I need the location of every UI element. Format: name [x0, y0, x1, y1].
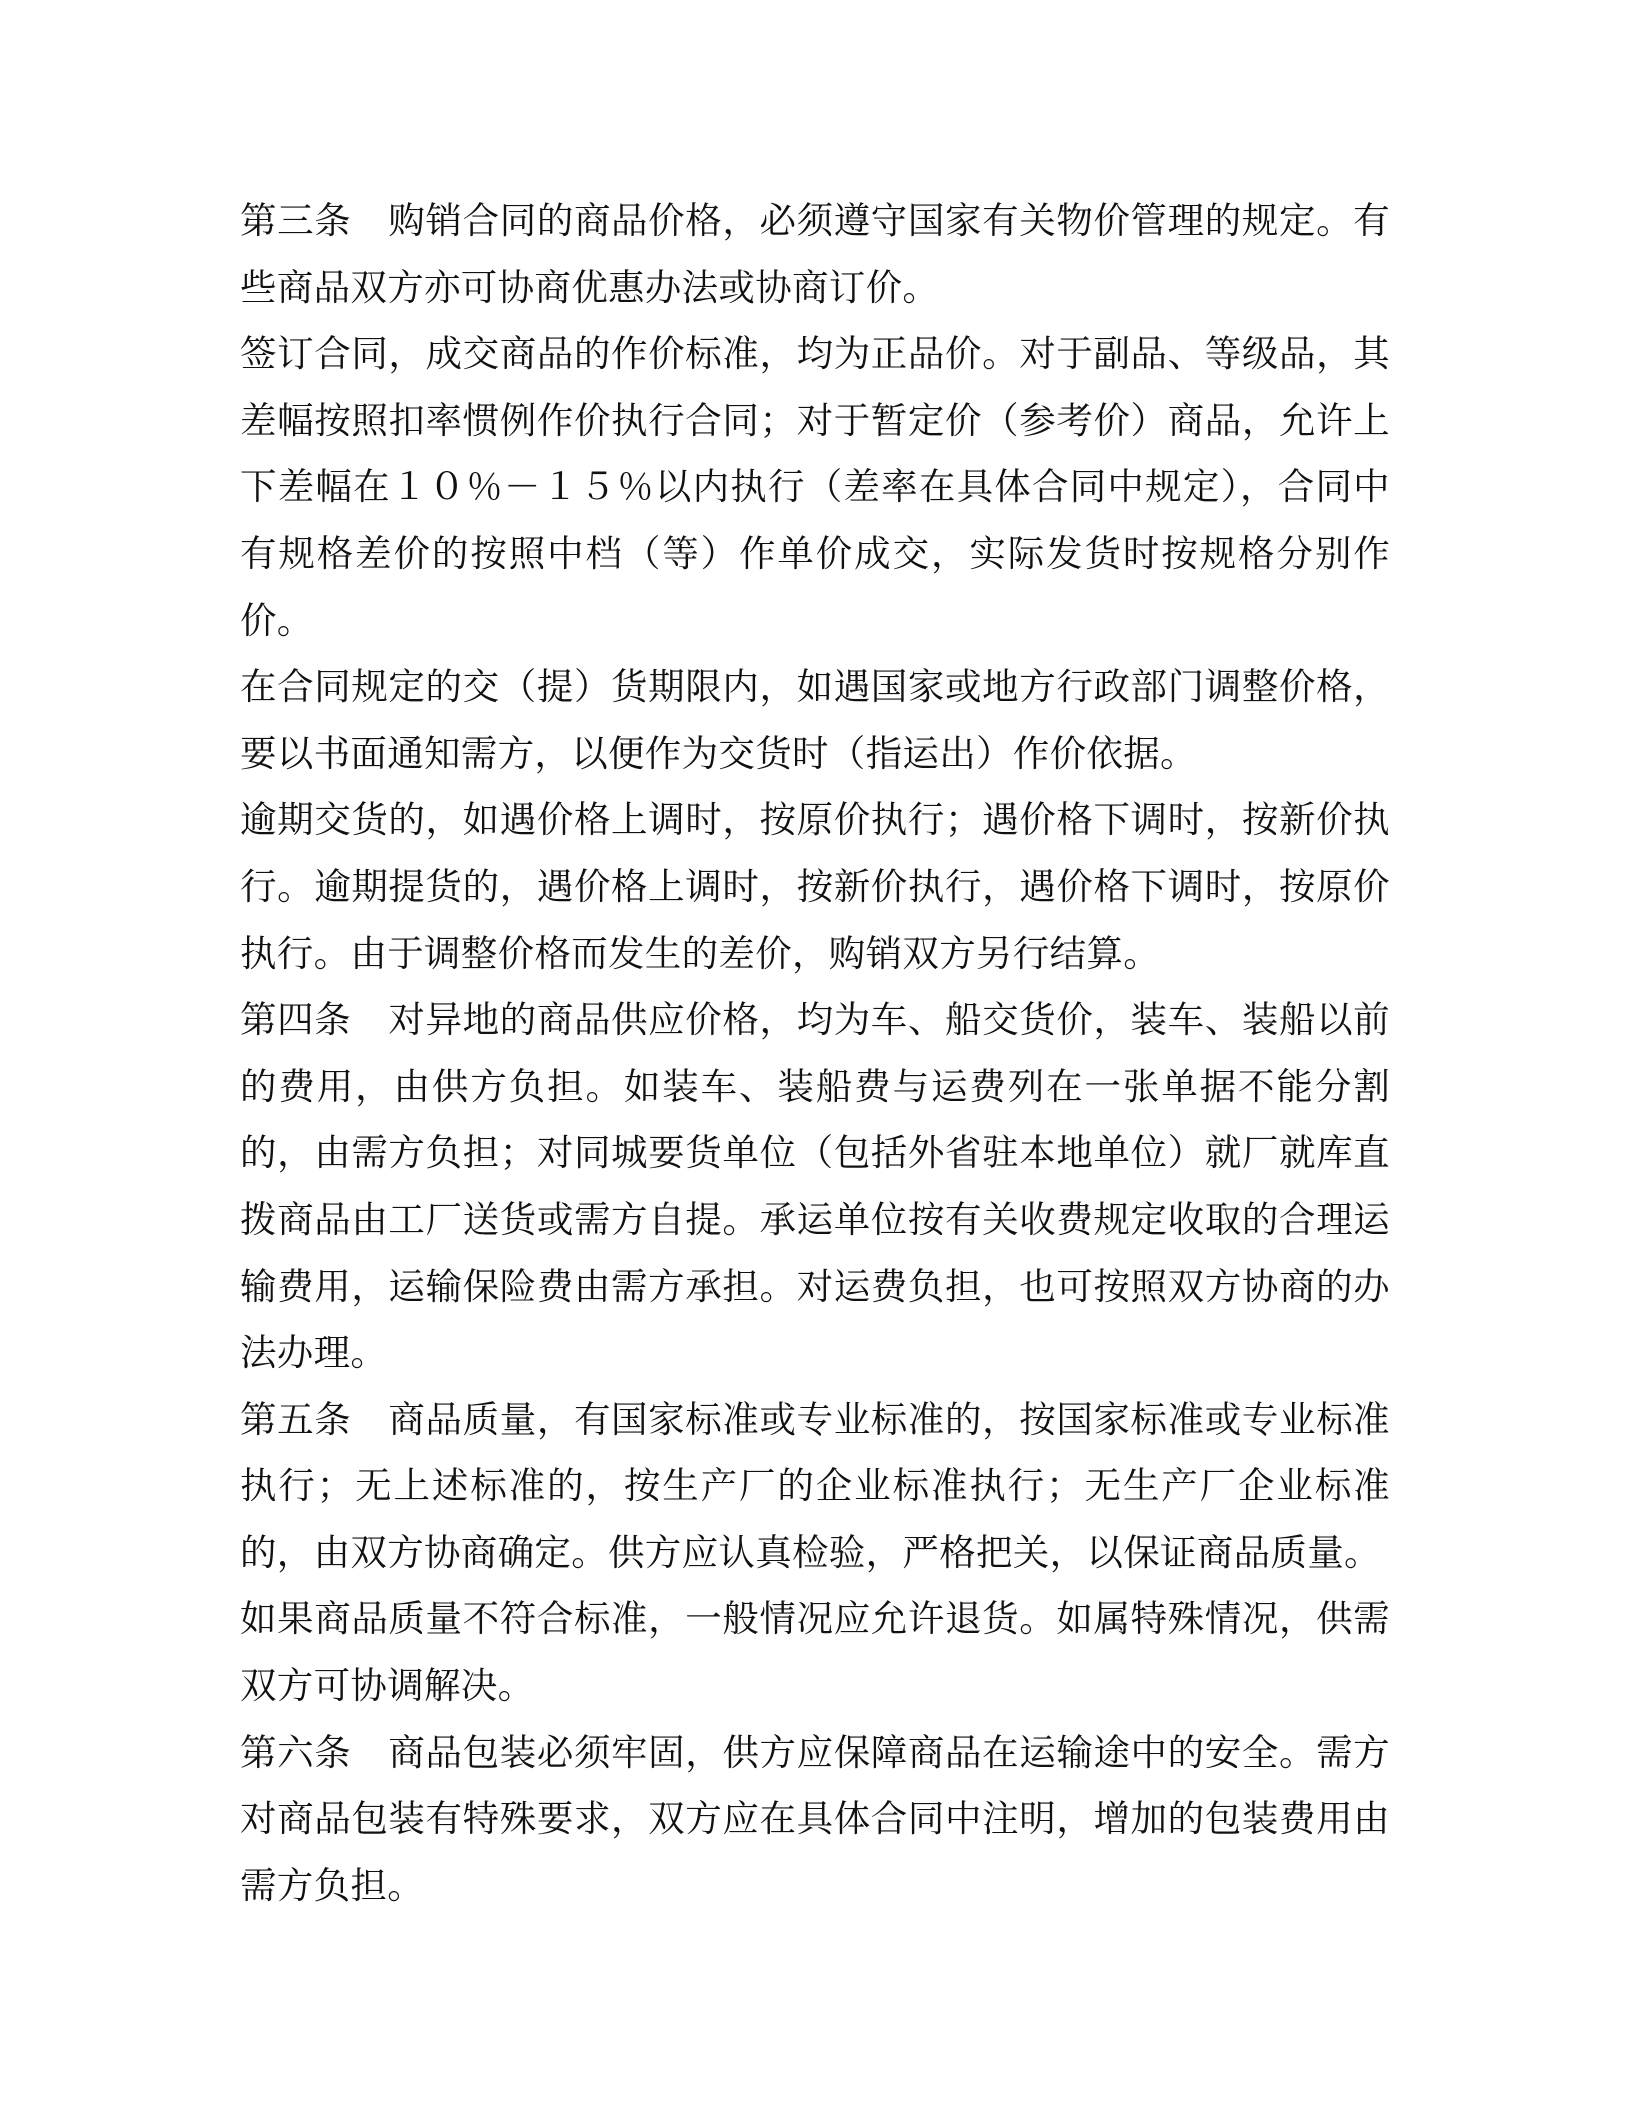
article-4-supply-price: 第四条 对异地的商品供应价格，均为车、船交货价，装车、装船以前的费用，由供方负担。如装车、装船费与运费列在一张单据不能分割的，由需方负担；对同城要货单位（包括外省驻本地单位）就厂就库直拨商品由工厂送货或需方自提。承运单位按有关收费规定收取的合理运输费用，运输保险费由需方承担。对运费负担，也可按照双方协商的办法办理。 [240, 998, 1390, 1375]
article-5-quality: 第五条 商品质量，有国家标准或专业标准的，按国家标准或专业标准执行；无上述标准的，按生产厂的企业标准执行；无生产厂企业标准的，由双方协商确定。供方应认真检验，严格把关，以保证商品质量。 [240, 1397, 1390, 1574]
document-body [240, 188, 1390, 1919]
paragraph-price-adjustment-notice: 在合同规定的交（提）货期限内，如遇国家或地方行政部门调整价格，要以书面通知需方，以便作为交货时（指运出）作价依据。 [240, 665, 1390, 775]
paragraph-quality-return: 如果商品质量不符合标准，一般情况应允许退货。如属特殊情况，供需双方可协调解决。 [240, 1597, 1390, 1708]
article-6-packaging: 第六条 商品包装必须牢固，供方应保障商品在运输途中的安全。需方对商品包装有特殊要求，双方应在具体合同中注明，增加的包装费用由需方负担。 [240, 1730, 1390, 1907]
article-3-price: 第三条 购销合同的商品价格，必须遵守国家有关物价管理的规定。有些商品双方亦可协商优惠办法或协商订价。 [240, 199, 1390, 309]
paragraph-pricing-standard: 签订合同，成交商品的作价标准，均为正品价。对于副品、等级品，其差幅按照扣率惯例作价执行合同；对于暂定价（参考价）商品，允许上下差幅在１０％－１５％以内执行（差率在具体合同中规定），合同中有规格差价的按照中档（等）作单价成交，实际发货时按规格分别作价。 [240, 332, 1390, 642]
paragraph-overdue-delivery: 逾期交货的，如遇价格上调时，按原价执行；遇价格下调时，按新价执行。逾期提货的，遇价格上调时，按新价执行，遇价格下调时，按原价执行。由于调整价格而发生的差价，购销双方另行结算。 [240, 798, 1390, 975]
